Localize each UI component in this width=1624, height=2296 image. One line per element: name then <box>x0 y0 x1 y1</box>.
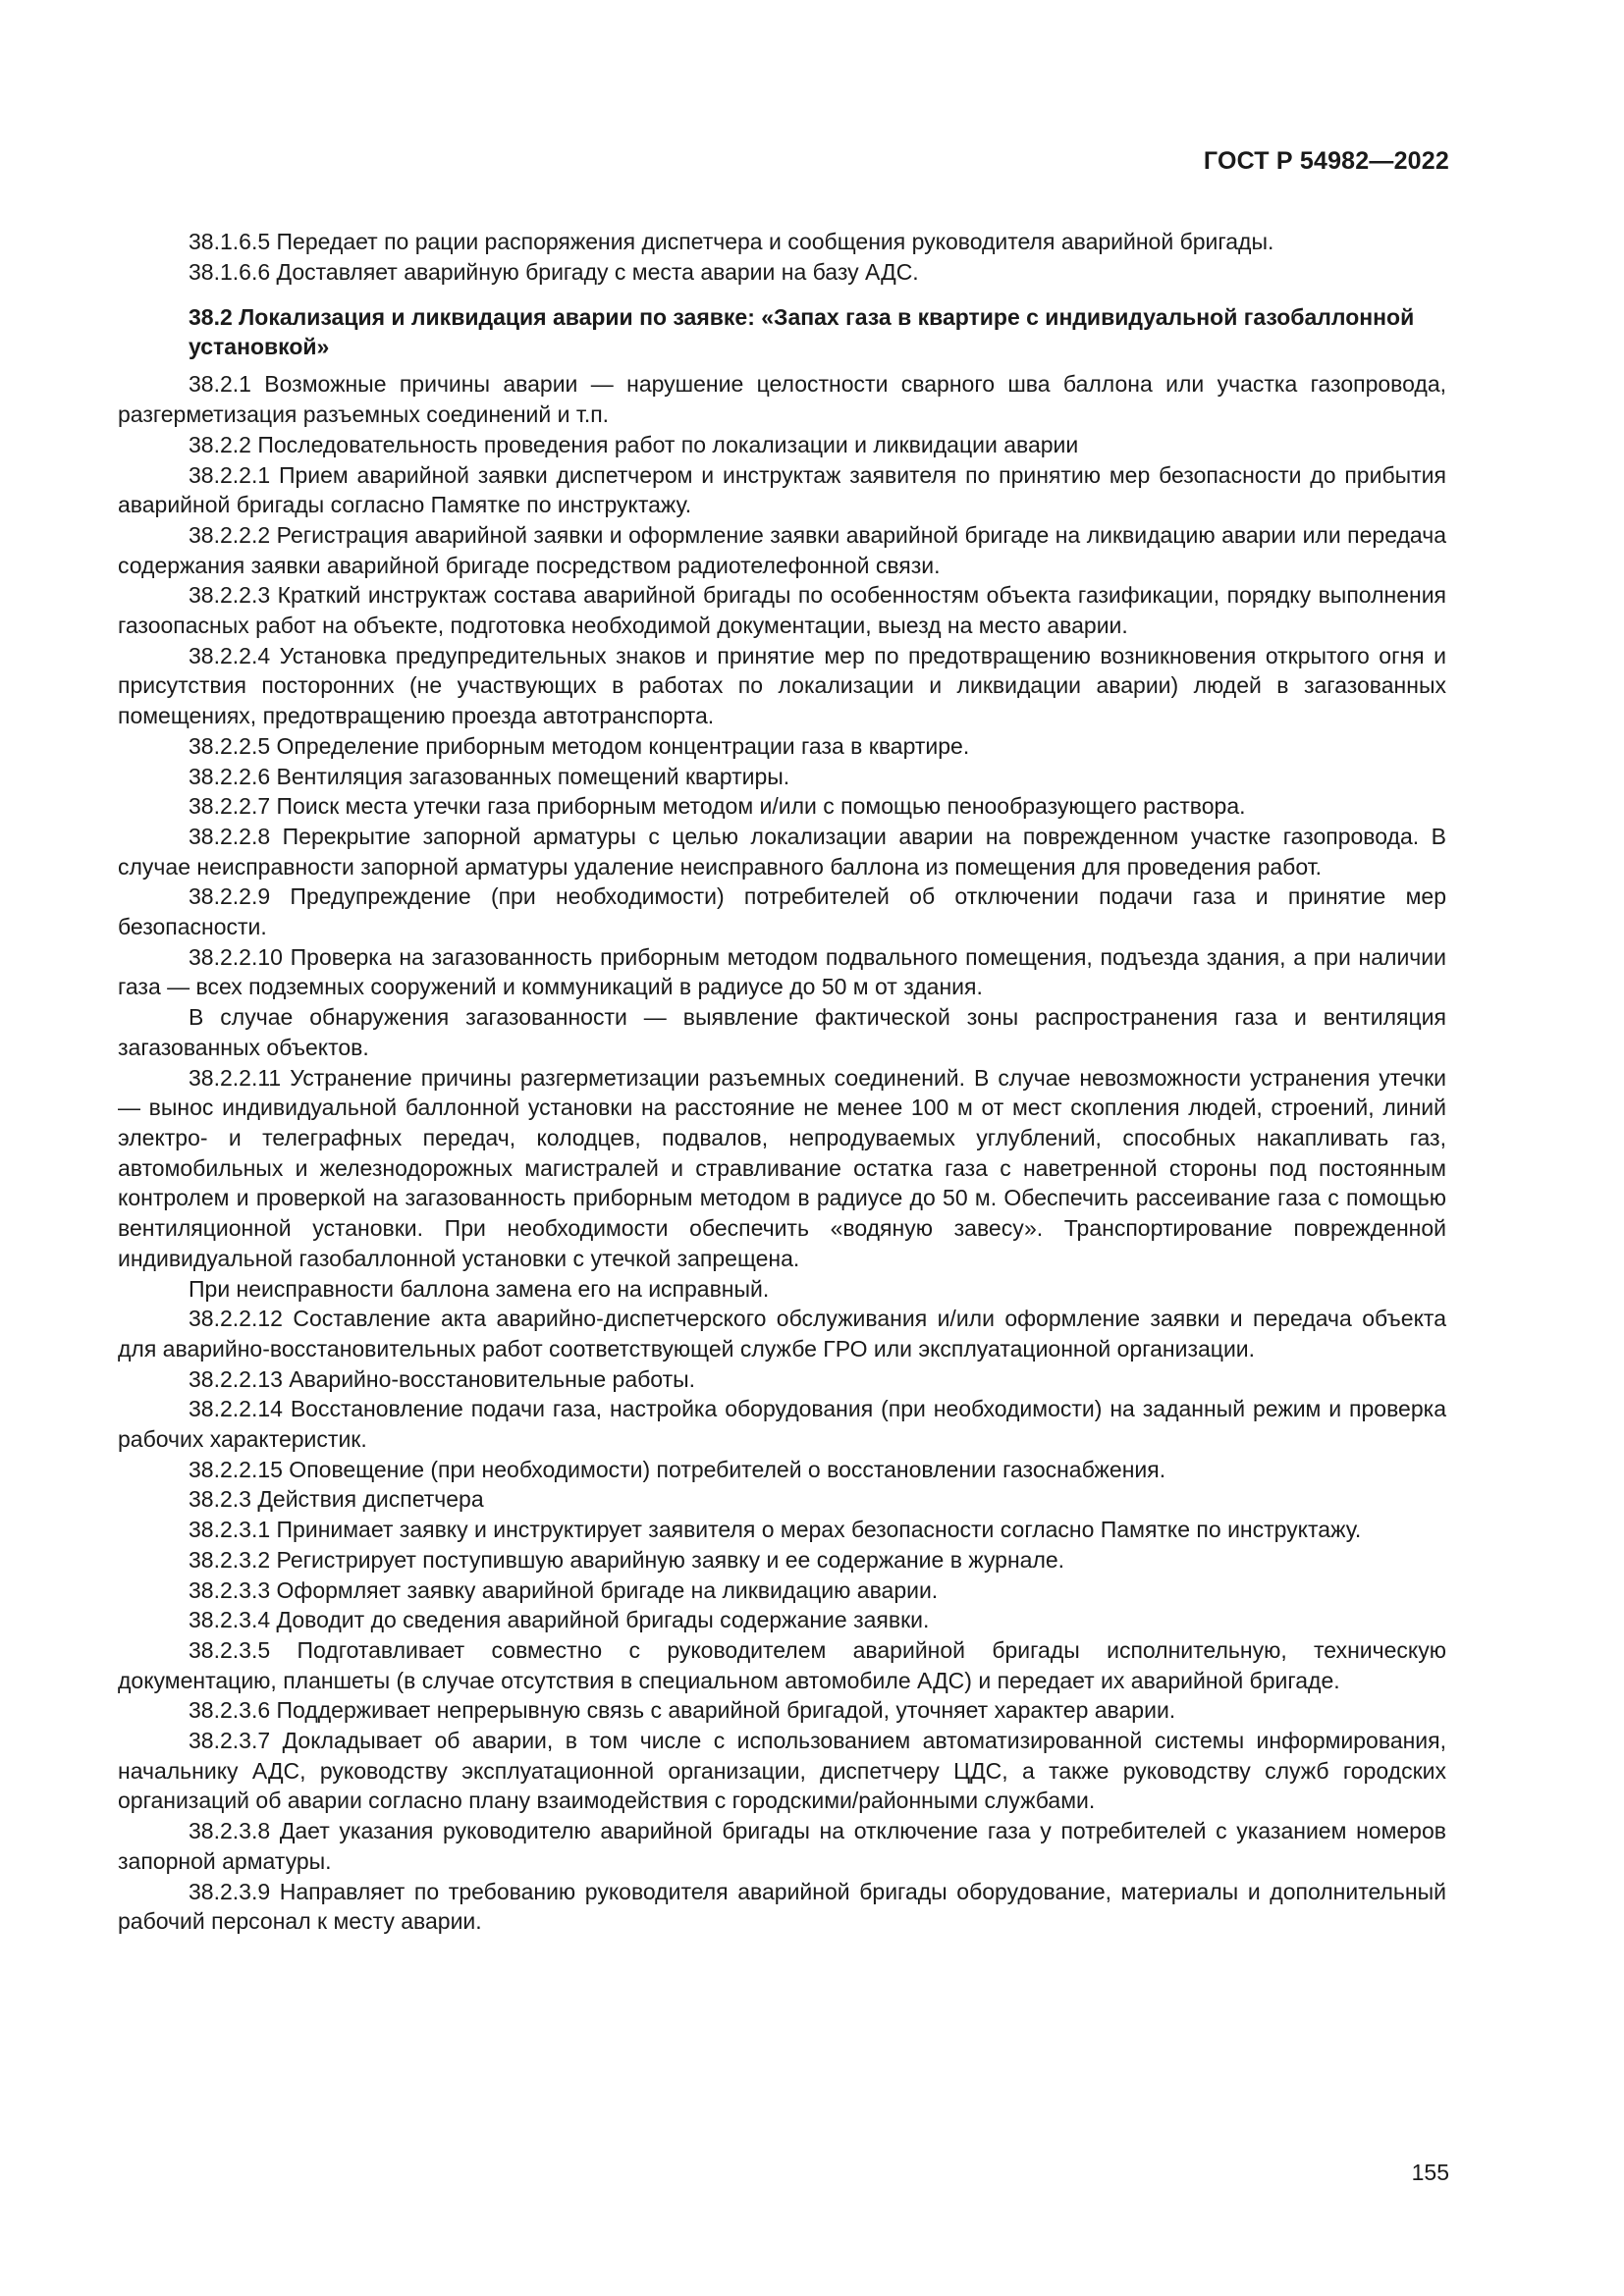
paragraph: 38.2.3.4 Доводит до сведения аварийной бригады содержание заявки. <box>189 1607 930 1633</box>
paragraph: 38.2.1 Возможные причины аварии — нарушение целостности сварного шва баллона или участка газопровода, разгерметизация разъемных соединений и т.п. <box>118 371 1446 428</box>
paragraph: 38.2.3.9 Направляет по требованию руководителя аварийной бригады оборудование, материалы и дополнительный рабочий персонал к месту аварии. <box>118 1878 1446 1935</box>
paragraph: 38.2.2.10 Проверка на загазованность приборным методом подвального помещения, подъезда здания, а при наличии газа — всех подземных сооружений и коммуникаций в радиусе до 50 м от здания. <box>118 943 1446 1000</box>
paragraph: 38.2.2.7 Поиск места утечки газа приборным методом и/или с помощью пенообразующего раствора. <box>189 793 1246 820</box>
page-number: 155 <box>1411 2160 1449 2185</box>
paragraph: 38.2.3.3 Оформляет заявку аварийной бригаде на ликвидацию аварии. <box>189 1576 939 1603</box>
paragraph: 38.2.2.1 Прием аварийной заявки диспетчером и инструктаж заявителя по принятию мер безопасности до прибытия аварийной бригады согласно Памятке по инструктажу. <box>118 461 1446 518</box>
paragraph: 38.2.2.14 Восстановление подачи газа, настройка оборудования (при необходимости) на заданный режим и проверка рабочих характеристик. <box>118 1396 1446 1453</box>
paragraph: 38.2.2.5 Определение приборным методом концентрации газа в квартире. <box>189 732 970 759</box>
paragraph: 38.2.3.8 Дает указания руководителю аварийной бригады на отключение газа у потребителей с указанием номеров запорной арматуры. <box>118 1818 1446 1874</box>
paragraph: При неисправности баллона замена его на исправный. <box>189 1275 770 1302</box>
paragraph: 38.2.3 Действия диспетчера <box>189 1486 484 1513</box>
paragraph: В случае обнаружения загазованности — выявление фактической зоны распространения газа и вентиляция загазованных объектов. <box>118 1004 1446 1060</box>
paragraph: 38.2.3.1 Принимает заявку и инструктирует заявителя о мерах безопасности согласно Памятке по инструктажу. <box>189 1517 1362 1543</box>
paragraph: 38.2.2.15 Оповещение (при необходимости) потребителей о восстановлении газоснабжения. <box>189 1456 1166 1482</box>
paragraph: 38.2.2.11 Устранение причины разгерметизации разъемных соединений. В случае невозможности устранения утечки — вынос индивидуальной баллонной установки на расстояние не менее 100 м от мест скопления людей, строений, линий электро- и телеграфных передач, колодцев, подвалов, непродуваемых углублений, способных накапливать газ, автомобильных и железнодорожных магистралей и стравливание остатка газа с наветренной стороны под постоянным контролем и проверкой на загазованность приборным методом в радиусе до 50 м. Обеспечить рассеивание газа с помощью вентиляционной установки. При необходимости обеспечить «водяную завесу». Транспортирование поврежденной индивидуальной газобаллонной установки с утечкой запрещена. <box>118 1064 1446 1271</box>
paragraph: 38.2.2.9 Предупреждение (при необходимости) потребителей об отключении подачи газа и принятие мер безопасности. <box>118 883 1446 940</box>
paragraph: 38.2.2.3 Краткий инструктаж состава аварийной бригады по особенностям объекта газификации, порядку выполнения газоопасных работ на объекте, подготовка необходимой документации, выезд на место аварии. <box>118 582 1446 639</box>
paragraph: 38.2.3.5 Подготавливает совместно с руководителем аварийной бригады исполнительную, техническую документацию, планшеты (в случае отсутствия в специальном автомобиле АДС) и передает их аварийной бригаде. <box>118 1636 1446 1693</box>
section-heading: 38.2 Локализация и ликвидация аварии по заявке: «Запах газа в квартире с индивидуальной газобаллонной установкой» <box>189 304 1415 360</box>
paragraph: 38.2.2.8 Перекрытие запорной арматуры с целью локализации аварии на поврежденном участке газопровода. В случае неисправности запорной арматуры удаление неисправного баллона из помещения для проведения работ. <box>118 823 1446 880</box>
paragraph: 38.2.2.12 Составление акта аварийно-диспетчерского обслуживания и/или оформление заявки и передача объекта для аварийно-восстановительных работ соответствующей службе ГРО или эксплуатационной организации. <box>118 1306 1446 1362</box>
paragraph: 38.2.2.13 Аварийно-восстановительные работы. <box>189 1365 696 1392</box>
paragraph: 38.2.2.2 Регистрация аварийной заявки и оформление заявки аварийной бригаде на ликвидацию аварии или передача содержания заявки аварийной бригаде посредством радиотелефонной связи. <box>118 521 1446 578</box>
paragraph: 38.1.6.6 Доставляет аварийную бригаду с места аварии на базу АДС. <box>189 258 919 285</box>
document-code-header: ГОСТ Р 54982—2022 <box>1203 147 1449 175</box>
paragraph: 38.2.2.4 Установка предупредительных знаков и принятие мер по предотвращению возникновения открытого огня и присутствия посторонних (не участвующих в работах по локализации и ликвидации аварии) людей в загазованных помещениях, предотвращению проезда автотранспорта. <box>118 642 1446 729</box>
paragraph: 38.2.2 Последовательность проведения работ по локализации и ликвидации аварии <box>189 431 1079 457</box>
document-body <box>118 227 1446 1937</box>
paragraph: 38.2.2.6 Вентиляция загазованных помещений квартиры. <box>189 763 790 789</box>
paragraph: 38.2.3.2 Регистрирует поступившую аварийную заявку и ее содержание в журнале. <box>189 1546 1065 1573</box>
paragraph: 38.2.3.7 Докладывает об аварии, в том числе с использованием автоматизированной системы информирования, начальнику АДС, руководству эксплуатационной организации, диспетчеру ЦДС, а также руководству служб городских организаций об аварии согласно плану взаимодействия с городскими/районными службами. <box>118 1728 1446 1814</box>
paragraph: 38.1.6.5 Передает по рации распоряжения диспетчера и сообщения руководителя аварийной бригады. <box>189 229 1274 254</box>
paragraph: 38.2.3.6 Поддерживает непрерывную связь с аварийной бригадой, уточняет характер аварии. <box>189 1697 1176 1724</box>
